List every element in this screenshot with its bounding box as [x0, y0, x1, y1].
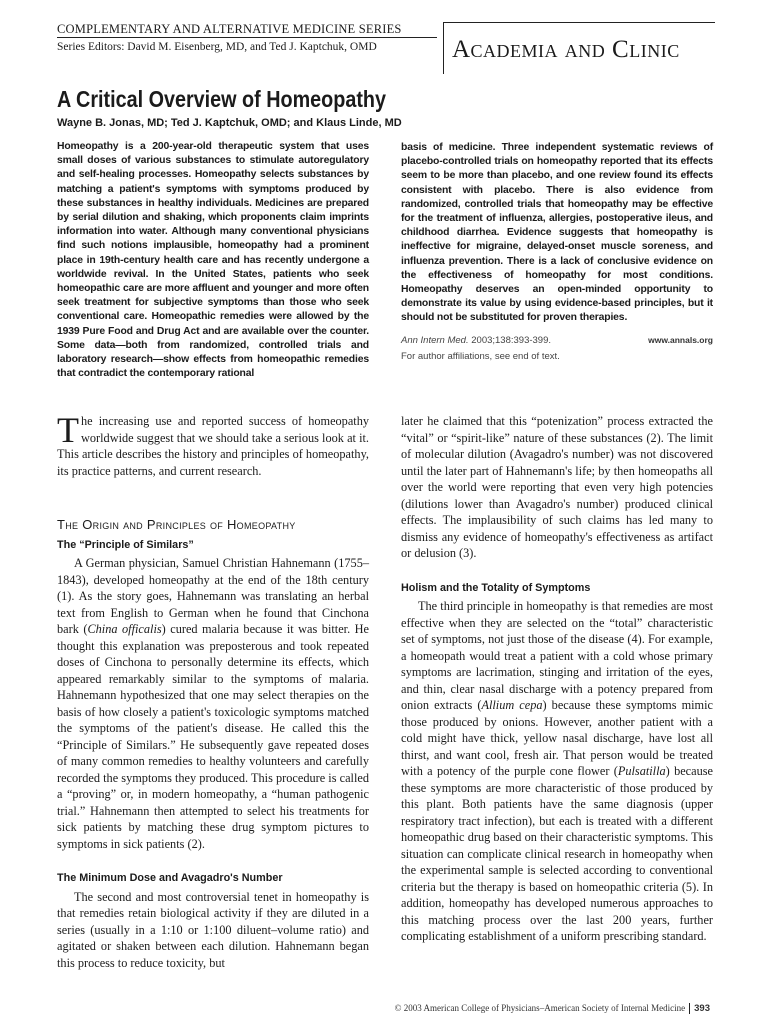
- intro-paragraph: [57, 410, 369, 479]
- subheading-holism: Holism and the Totality of Symptoms: [401, 581, 591, 594]
- citation: [401, 335, 713, 346]
- holism-text-b: ) because these symptoms mimic those produced by onions. However, another patient with a cold might have thick, yellow nasal discharge, have lost all thirst, and want cool, fresh air. That person would be treated with a potency of the purple cone flower (: [401, 698, 713, 778]
- article-authors: Wayne B. Jonas, MD; Ted J. Kaptchuk, OMD; and Klaus Linde, MD: [57, 117, 402, 129]
- holism-italic-allium: Allium cepa: [481, 698, 543, 712]
- subheading-minimum-dose: The Minimum Dose and Avagadro's Number: [57, 872, 283, 884]
- page-footer: [395, 1003, 710, 1014]
- citation-ref: 2003;138:393-399.: [468, 335, 552, 346]
- intro-text: he increasing use and reported success of homeopathy worldwide suggest that we should take a serious look at it. This article describes the history and principles of homeopathy, its practice patterns, and current research.: [57, 414, 369, 478]
- header-divider: [443, 22, 444, 74]
- page-number: 393: [689, 1003, 710, 1014]
- citation-journal: Ann Intern Med.: [401, 335, 469, 346]
- section-label: Academia and Clinic: [452, 36, 680, 63]
- abstract-left: Homeopathy is a 200-year-old therapeutic system that uses small doses of various substances to stimulate autoregulatory and self-healing processes. Homeopathy selects substances by matching a patient's symptoms with symptoms produced by these substances in healthy individuals. Medicines are prepared by serial dilution and shaking, which proponents claim imprints information into water. Although many conventional physicians find such notions implausible, homeopathy had a prominent place in 19th-century health care and has recently undergone a worldwide revival. In the United States, patients who seek homeopathic care are more affluent and younger and more often seek treatment for subjective symptoms than those who seek conventional care. Homeopathic remedies were allowed by the 1939 Pure Food and Drug Act and are available over the counter. Some data—both from randomized, controlled trials and laboratory research—show effects from homeopathic remedies that contradict the contemporary rational: [57, 141, 369, 380]
- article-title: A Critical Overview of Homeopathy: [57, 86, 387, 112]
- similars-text-b: ) cured malaria because it was bitter. He thought this explanation was preposterous and took repeated doses of Cinchona to personally determine its effects, which appeared remarkably similar to the symptoms of malaria. Hahnemann hypothesized that one may select therapies on the basis of how closely a patient's toxicologic symptoms matched the symptoms of the patient's disease. He called this the “Principle of Similars.” He subsequently gave repeated doses of many common remedies to healthy volunteers and carefully recorded the symptoms they produced. This procedure is called a “proving” or, in modern homeopathy, a “human pathogenic trial.” Hahnemann then attempted to select his treatments for sick patients by matching these drug symptom pictures to symptoms in sick patients (2).: [57, 622, 369, 851]
- abstract-right: basis of medicine. Three independent systematic reviews of placebo-controlled trials on homeopathy reported that its effects seem to be more than placebo, and one review found its effects consistent with placebo. There is also evidence from randomized, controlled trials that homeopathy may be effective for the treatment of influenza, allergies, postoperative ileus, and childhood diarrhea. Evidence suggests that homeopathy is ineffective for migraine, delayed-onset muscle soreness, and influenza prevention. There is a lack of conclusive evidence on the effectiveness of homeopathy for most conditions. Homeopathy deserves an open-minded opportunity to demonstrate its value by using evidence-based principles, but it should not be substituted for proven therapies.: [401, 142, 713, 324]
- copyright: © 2003 American College of Physicians–American Society of Internal Medicine: [394, 1003, 686, 1013]
- similars-italic: China officalis: [87, 622, 162, 636]
- journal-url[interactable]: www.annals.org: [648, 335, 713, 345]
- holism-italic-pulsatilla: Pulsatilla: [617, 764, 666, 778]
- similars-text-a: A German physician, Samuel Christian Hahnemann (1755–1843), developed homeopathy at the end of the 18th century (1). As the story goes, Hahnemann was translating an herbal text from English to German when he found that Cinchona bark (: [57, 556, 369, 636]
- series-title: COMPLEMENTARY AND ALTERNATIVE MEDICINE SERIES: [57, 22, 402, 36]
- paragraph-holism: [401, 598, 713, 945]
- affiliations-note: For author affiliations, see end of text.: [401, 351, 560, 362]
- holism-text-a: The third principle in homeopathy is that remedies are most effective when they are selected on the “total” characteristic set of symptoms, not just those of the disease (4). For example, a homeopath would treat a patient with a cold whose primary symptoms are lacrimation, stinging and irritation of the eyes, and thin, clear nasal discharge with a potency prepared from onion extracts (: [401, 599, 713, 712]
- header-rule: [57, 37, 437, 38]
- paragraph-minimum-dose: The second and most controversial tenet in homeopathy is that remedies retain biological activity if they are diluted in a series (usually in a 1:10 or 1:100 diluent–volume ratio) and agitated or shaken between each dilution. Hahnemann began this process to reduce toxicity, but: [57, 889, 369, 970]
- body-column-left: [57, 410, 369, 971]
- section-heading-origin: The Origin and Principles of Homeopathy: [57, 517, 296, 532]
- series-editors: Series Editors: David M. Eisenberg, MD, and Ted J. Kaptchuk, OMD: [57, 41, 377, 53]
- subheading-similars: The “Principle of Similars”: [57, 538, 194, 551]
- paragraph-potenization: later he claimed that this “potenization” process extracted the “vital” or “spirit-like” nature of these substances (2). The limit of molecular dilution (Avagadro's number) was not discovered until the later part of Hahnemann's life; by then homeopaths all over the world were reporting that even very high potencies (dilutions lower than Avagadro's number) produced clinical effects. The implausibility of such claims has led many to dismiss any evidence of homeopathy's effectiveness as artifact or delusion (3).: [401, 414, 713, 560]
- holism-text-c: ) because these symptoms are more characteristic of those produced by this plant. Both patients have the same diagnosis (upper respiratory tract infection), but each is treated with a different homeopathic drug based on their characteristic symptoms. This situation can complicate clinical research in homeopathy when the experimental sample is selected according to conventional criteria but the therapy is based on homeopathic criteria (5). In addition, homeopathy has developed numerous approaches to this matching process over the last 200 years, further complicating establishment of a uniform prescribing standard.: [401, 764, 713, 943]
- body-column-right: [401, 413, 713, 945]
- drop-cap: T: [57, 410, 79, 450]
- paragraph-similars: [57, 555, 369, 852]
- section-rule: [443, 22, 715, 23]
